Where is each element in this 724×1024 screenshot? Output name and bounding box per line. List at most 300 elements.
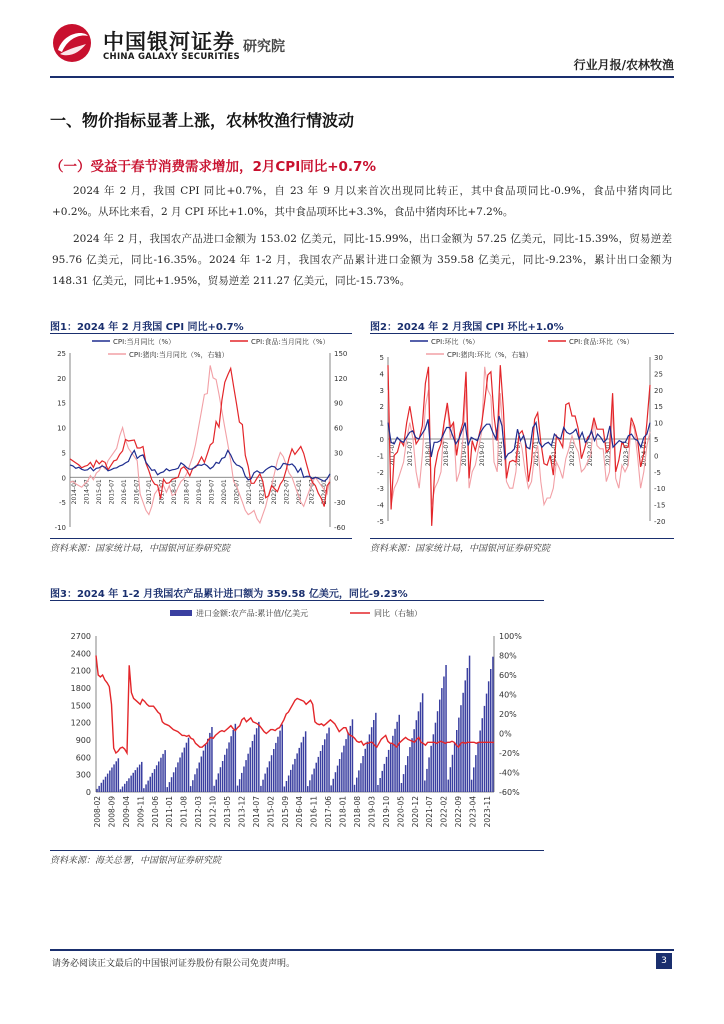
y2-tick-label: 25	[654, 370, 663, 379]
y-tick-label: -5	[59, 499, 66, 508]
import-bar	[377, 785, 378, 792]
page-number: 3	[656, 953, 672, 969]
import-bar	[254, 735, 255, 792]
legend-label: CPI:猪肉:当月同比（%，右轴）	[129, 351, 229, 359]
x-tick-label: 2018-01	[425, 441, 432, 467]
import-bar	[356, 778, 357, 792]
y2-tick-label: 20	[654, 386, 663, 395]
import-bar	[105, 777, 106, 792]
y2-tick-label: -60	[334, 524, 346, 532]
legend-label: 同比（右轴）	[374, 609, 422, 618]
import-bar	[203, 751, 204, 792]
import-bar	[311, 774, 312, 792]
import-bar	[360, 763, 361, 792]
y-tick-label: 2400	[70, 649, 91, 659]
import-bar	[258, 722, 259, 792]
import-bar	[482, 718, 483, 792]
paragraph-cpi: 2024 年 2 月，我国 CPI 同比+0.7%，自 23 年 9 月以来首次出现同比转正，其中食品项同比-0.9%，食品中猪肉同比+0.2%。从环比来看，2 月 CPI 环比+1.0%，其中食品项环比+3.3%，食品中猪肉环比+7.2%。	[52, 185, 672, 218]
x-tick-label: 2008-09	[107, 796, 117, 828]
x-tick-label: 2019-10	[381, 796, 391, 828]
legend-label: CPI:猪肉:环比（%，右轴）	[447, 351, 533, 359]
x-tick-label: 2018-08	[353, 796, 362, 828]
import-bar	[354, 785, 355, 792]
header-rule	[50, 76, 674, 78]
import-bar	[428, 757, 429, 792]
institute-name: 研究院	[243, 39, 285, 55]
import-bar	[124, 784, 125, 792]
import-bar	[396, 722, 397, 792]
import-bar	[156, 765, 157, 792]
import-bar	[458, 718, 459, 792]
x-tick-label: 2015-09	[280, 796, 290, 828]
x-tick-label: 2009-11	[136, 796, 146, 828]
legend-swatch	[170, 610, 192, 616]
import-bar	[111, 768, 112, 793]
import-bar	[173, 772, 174, 792]
import-bar	[277, 737, 278, 792]
figure-2-bottom-rule	[370, 538, 674, 539]
import-bar	[207, 739, 208, 792]
x-tick-label: 2017-06	[324, 796, 334, 828]
y-tick-label: 0	[61, 474, 66, 483]
import-bar	[181, 753, 182, 793]
import-bar	[294, 759, 295, 792]
import-bar	[175, 767, 176, 792]
import-bar	[98, 786, 99, 792]
y-tick-label: 20	[57, 374, 66, 383]
import-bar	[164, 750, 165, 792]
import-bar	[169, 782, 170, 792]
import-bar	[216, 780, 217, 792]
import-bar	[420, 702, 421, 792]
x-tick-label: 2018-01	[171, 479, 178, 505]
import-bar	[158, 762, 159, 793]
x-tick-label: 2023-01	[605, 441, 612, 467]
import-bar	[484, 706, 485, 792]
x-tick-label: 2024-01	[641, 441, 648, 467]
import-bar	[196, 768, 197, 792]
x-tick-label: 2020-05	[396, 796, 406, 828]
import-bar	[143, 788, 144, 792]
x-tick-label: 2022-02	[439, 796, 449, 828]
x-tick-label: 2011-08	[179, 796, 189, 828]
y-tick-label: 2100	[70, 666, 91, 676]
import-bar	[107, 774, 108, 792]
x-tick-label: 2020-07	[515, 441, 522, 467]
import-bar	[490, 669, 491, 792]
y-tick-label: 300	[75, 770, 91, 780]
import-bar	[250, 747, 251, 792]
company-name-en: CHINA GALAXY SECURITIES	[103, 52, 240, 62]
company-name-cn: 中国银河证券	[103, 30, 235, 54]
import-bar	[405, 765, 406, 792]
import-bar	[218, 773, 219, 792]
import-bar	[418, 711, 419, 792]
section-subtitle: （一）受益于春节消费需求增加，2月CPI同比+0.7%	[50, 159, 376, 175]
import-bar	[264, 774, 265, 792]
x-tick-label: 2024-01	[321, 479, 328, 505]
x-tick-label: 2023-11	[483, 796, 492, 828]
x-tick-label: 2012-03	[194, 796, 204, 828]
x-tick-label: 2015-01	[96, 479, 103, 505]
import-bar	[118, 758, 119, 792]
y2-tick-label: -10	[654, 485, 666, 494]
import-bar	[162, 754, 163, 792]
import-bar	[305, 731, 306, 792]
y2-tick-label: 90	[334, 399, 343, 408]
x-tick-label: 2011-01	[165, 796, 175, 828]
y-tick-label: 600	[75, 753, 91, 763]
import-bar	[284, 787, 285, 793]
import-bar	[256, 728, 257, 792]
y-tick-label: 1	[379, 419, 384, 428]
import-bar	[226, 749, 227, 792]
x-tick-label: 2016-01	[121, 479, 128, 505]
import-bar	[409, 747, 410, 792]
import-bar	[373, 720, 374, 792]
x-tick-label: 2014-07	[83, 479, 91, 505]
import-bar	[430, 746, 431, 792]
x-tick-label: 2017-07	[158, 479, 166, 505]
import-bar	[345, 739, 346, 792]
import-bar	[324, 739, 325, 792]
logo	[50, 22, 94, 64]
import-bar	[211, 727, 212, 792]
x-tick-label: 2017-01	[146, 479, 153, 505]
import-bar	[322, 745, 323, 792]
disclaimer: 请务必阅读正文最后的中国银河证券股份有限公司免责声明。	[52, 959, 296, 969]
import-bar	[275, 743, 276, 792]
y-tick-label: 900	[75, 736, 91, 745]
x-tick-label: 2021-01	[246, 479, 253, 505]
import-bar	[113, 764, 114, 792]
import-bar	[177, 762, 178, 792]
import-bar	[467, 668, 468, 792]
y2-tick-label: 30	[654, 354, 663, 362]
y-tick-label: -3	[377, 485, 384, 494]
y-tick-label: -4	[377, 501, 384, 510]
import-bar	[288, 776, 289, 793]
cpi-yoy-chart	[50, 335, 354, 535]
legend-label: CPI:食品:当月同比（%）	[251, 338, 330, 346]
import-bar	[445, 665, 446, 792]
x-tick-label: 2012-10	[208, 796, 218, 828]
import-bar	[171, 777, 172, 792]
agri-import-chart	[50, 602, 544, 847]
y2-tick-label: 120	[334, 374, 348, 383]
import-bar	[401, 783, 402, 792]
figure-3-source: 资料来源：海关总署，中国银河证券研究院	[50, 856, 222, 866]
import-bar	[230, 736, 231, 792]
import-bar	[441, 688, 442, 792]
import-bar	[109, 771, 110, 793]
x-tick-label: 2022-01	[271, 479, 278, 505]
y2-tick-label: -60%	[499, 788, 520, 797]
import-bar	[267, 767, 268, 792]
import-bar	[141, 762, 142, 792]
x-tick-label: 2020-01	[497, 441, 504, 467]
x-tick-label: 2022-07	[283, 479, 291, 505]
cpi-mom-chart	[370, 335, 674, 535]
import-bar	[330, 785, 331, 792]
import-bar	[435, 723, 436, 792]
y2-tick-label: 40%	[499, 690, 517, 700]
x-tick-label: 2020-07	[233, 479, 241, 505]
x-tick-label: 2008-02	[93, 796, 102, 828]
y-tick-label: -2	[377, 468, 384, 477]
import-bar	[439, 700, 440, 792]
import-bar	[133, 773, 134, 792]
import-bar	[411, 738, 412, 792]
figure-3-bottom-rule	[50, 850, 544, 851]
import-bar	[224, 755, 225, 792]
y2-tick-label: -20%	[499, 749, 520, 758]
x-tick-label: 2009-04	[121, 796, 131, 828]
x-tick-label: 2016-07	[133, 479, 141, 505]
figure-1-bottom-rule	[50, 538, 352, 539]
import-bar	[101, 783, 102, 792]
x-tick-label: 2014-07	[251, 796, 261, 828]
x-tick-label: 2021-01	[533, 441, 540, 467]
import-bar	[358, 770, 359, 792]
legend-label: CPI:环比（%）	[431, 338, 480, 346]
import-bar	[299, 748, 300, 792]
import-bar	[335, 772, 336, 792]
y-tick-label: 2700	[70, 632, 91, 641]
footer-rule	[50, 949, 674, 951]
x-tick-label: 2018-01	[338, 796, 348, 828]
import-bar	[279, 731, 280, 792]
import-bar	[241, 773, 242, 792]
import-bar	[382, 771, 383, 792]
y-tick-label: 15	[57, 399, 66, 408]
import-bar	[326, 733, 327, 792]
x-tick-label: 2023-04	[468, 796, 478, 828]
import-bar	[316, 763, 317, 792]
y2-tick-label: 80%	[499, 651, 517, 661]
x-tick-label: 2021-07	[425, 796, 435, 828]
figure-1-rule	[50, 333, 352, 334]
y-tick-label: 2	[379, 403, 384, 412]
x-tick-label: 2013-12	[237, 796, 247, 828]
figure-3-rule	[50, 600, 544, 601]
import-bar	[167, 787, 168, 792]
x-tick-label: 2010-06	[150, 796, 160, 828]
import-bar	[237, 786, 238, 792]
import-bar	[213, 786, 214, 792]
import-bar	[247, 754, 248, 792]
import-bar	[139, 765, 140, 792]
import-bar	[243, 767, 244, 793]
y-tick-label: 5	[61, 449, 66, 458]
y2-tick-label: 60	[334, 424, 343, 433]
y2-tick-label: 0	[334, 474, 339, 483]
y-tick-label: 1200	[70, 718, 91, 728]
import-bar	[290, 770, 291, 792]
y-tick-label: 10	[57, 424, 66, 433]
y2-tick-label: -15	[654, 501, 666, 510]
x-tick-label: 2022-01	[569, 441, 576, 467]
x-tick-label: 2020-01	[221, 479, 228, 505]
report-type: 行业月报/农林牧渔	[573, 58, 674, 72]
y-tick-label: 0	[85, 788, 91, 797]
import-bar	[190, 786, 191, 792]
import-bar	[130, 776, 131, 792]
x-tick-label: 2017-01	[389, 441, 396, 467]
import-bar	[318, 757, 319, 792]
import-bar	[339, 759, 340, 792]
import-bar	[413, 729, 414, 792]
y2-tick-label: 20%	[499, 710, 517, 719]
import-bar	[292, 764, 293, 792]
import-bar	[492, 657, 493, 792]
import-bar	[307, 786, 308, 792]
import-bar	[367, 742, 368, 792]
legend-label: CPI:当月同比（%）	[113, 338, 176, 346]
import-bar	[437, 711, 438, 792]
import-bar	[469, 656, 470, 792]
import-bar	[286, 781, 287, 792]
import-bar	[147, 781, 148, 792]
import-bar	[96, 789, 97, 792]
import-bar	[375, 713, 376, 792]
x-tick-label: 2015-02	[266, 796, 276, 828]
import-bar	[313, 769, 314, 792]
import-bar	[301, 742, 302, 792]
import-bar	[228, 742, 229, 792]
figure-3-title: 图3：2024 年 1-2 月我国农产品累计进口额为 359.58 亿美元，同比-9.23%	[50, 589, 408, 600]
import-bar	[188, 738, 189, 792]
import-bar	[473, 767, 474, 792]
import-bar	[269, 761, 270, 792]
import-bar	[471, 780, 472, 792]
import-bar	[271, 755, 272, 792]
import-bar	[120, 789, 121, 792]
x-tick-label: 2014-01	[71, 479, 78, 505]
import-bar	[103, 780, 104, 792]
import-bar	[365, 749, 366, 792]
y2-tick-label: 0	[654, 452, 659, 461]
y2-tick-label: -30	[334, 499, 346, 508]
import-bar	[452, 755, 453, 792]
y-tick-label: 1500	[70, 701, 91, 711]
y-tick-label: 25	[57, 350, 66, 358]
figure-2-rule	[370, 333, 674, 334]
import-bar	[399, 715, 400, 792]
y2-tick-label: 5	[654, 436, 659, 444]
import-bar	[407, 756, 408, 792]
import-bar	[477, 743, 478, 792]
import-bar	[454, 742, 455, 792]
y-tick-label: 1800	[70, 684, 91, 693]
import-bar	[205, 745, 206, 792]
import-bar	[465, 680, 466, 792]
import-bar	[333, 779, 334, 792]
y-tick-label: -1	[377, 452, 384, 461]
y-tick-label: 0	[379, 436, 384, 444]
import-bar	[475, 755, 476, 792]
import-bar	[303, 737, 304, 792]
figure-1-source: 资料来源：国家统计局，中国银河证券研究院	[50, 544, 231, 554]
import-bar	[152, 773, 153, 792]
legend-label: CPI:食品:环比（%）	[569, 338, 634, 346]
import-bar	[386, 757, 387, 792]
import-bar	[220, 767, 221, 792]
import-bar	[424, 781, 425, 793]
import-bar	[320, 751, 321, 792]
import-bar	[343, 746, 344, 792]
import-bar	[362, 756, 363, 792]
import-bar	[282, 725, 283, 793]
x-tick-label: 2019-03	[367, 796, 377, 828]
import-bar	[403, 774, 404, 792]
import-bar	[179, 758, 180, 793]
x-tick-label: 2021-07	[258, 479, 266, 505]
import-bar	[416, 720, 417, 792]
y2-tick-label: -5	[654, 468, 661, 477]
y-tick-label: 4	[379, 370, 384, 379]
import-bar	[388, 750, 389, 792]
import-bar	[379, 778, 380, 792]
import-bar	[116, 761, 117, 792]
import-bar	[135, 770, 136, 792]
y2-tick-label: 15	[654, 403, 663, 412]
x-tick-label: 2019-07	[479, 441, 486, 467]
import-bar	[426, 769, 427, 792]
import-bar	[145, 784, 146, 792]
y2-tick-label: -40%	[499, 768, 520, 778]
import-bar	[160, 758, 161, 792]
import-bar	[199, 763, 200, 793]
y2-tick-label: 100%	[499, 632, 522, 641]
import-bar	[341, 752, 342, 792]
section-title: 一、物价指标显著上涨，农林牧渔行情波动	[50, 111, 355, 130]
import-bar	[296, 753, 297, 792]
y-tick-label: 3	[379, 386, 384, 395]
import-bar	[154, 769, 155, 792]
import-bar	[450, 767, 451, 792]
legend-label: 进口金额:农产品:累计值/亿美元	[196, 609, 309, 618]
y-tick-label: -5	[377, 518, 384, 526]
y-tick-label: -10	[54, 524, 66, 532]
figure-1-title: 图1：2024 年 2 月我国 CPI 同比+0.7%	[50, 322, 244, 333]
import-bar	[122, 787, 123, 793]
import-bar	[443, 677, 444, 793]
x-tick-label: 2021-07	[551, 441, 558, 467]
import-bar	[260, 786, 261, 792]
import-bar	[235, 724, 236, 792]
import-bar	[239, 779, 240, 792]
import-bar	[390, 743, 391, 792]
y2-tick-label: -20	[654, 518, 666, 526]
import-bar	[394, 729, 395, 792]
y2-tick-label: 30	[334, 449, 343, 458]
import-bar	[456, 730, 457, 792]
x-tick-label: 2022-07	[587, 441, 594, 467]
x-tick-label: 2017-07	[407, 441, 414, 467]
x-tick-label: 2016-04	[295, 796, 305, 828]
x-tick-label: 2019-07	[208, 479, 216, 505]
galaxy-logo-icon	[50, 22, 94, 64]
import-bar	[184, 748, 185, 792]
import-bar	[252, 741, 253, 792]
x-tick-label: 2016-11	[309, 796, 319, 828]
import-bar	[150, 777, 151, 792]
figure-2-title: 图2：2024 年 2 月我国 CPI 环比+1.0%	[370, 322, 564, 333]
import-bar	[209, 733, 210, 792]
x-tick-label: 2020-12	[410, 796, 420, 828]
import-bar	[488, 681, 489, 792]
